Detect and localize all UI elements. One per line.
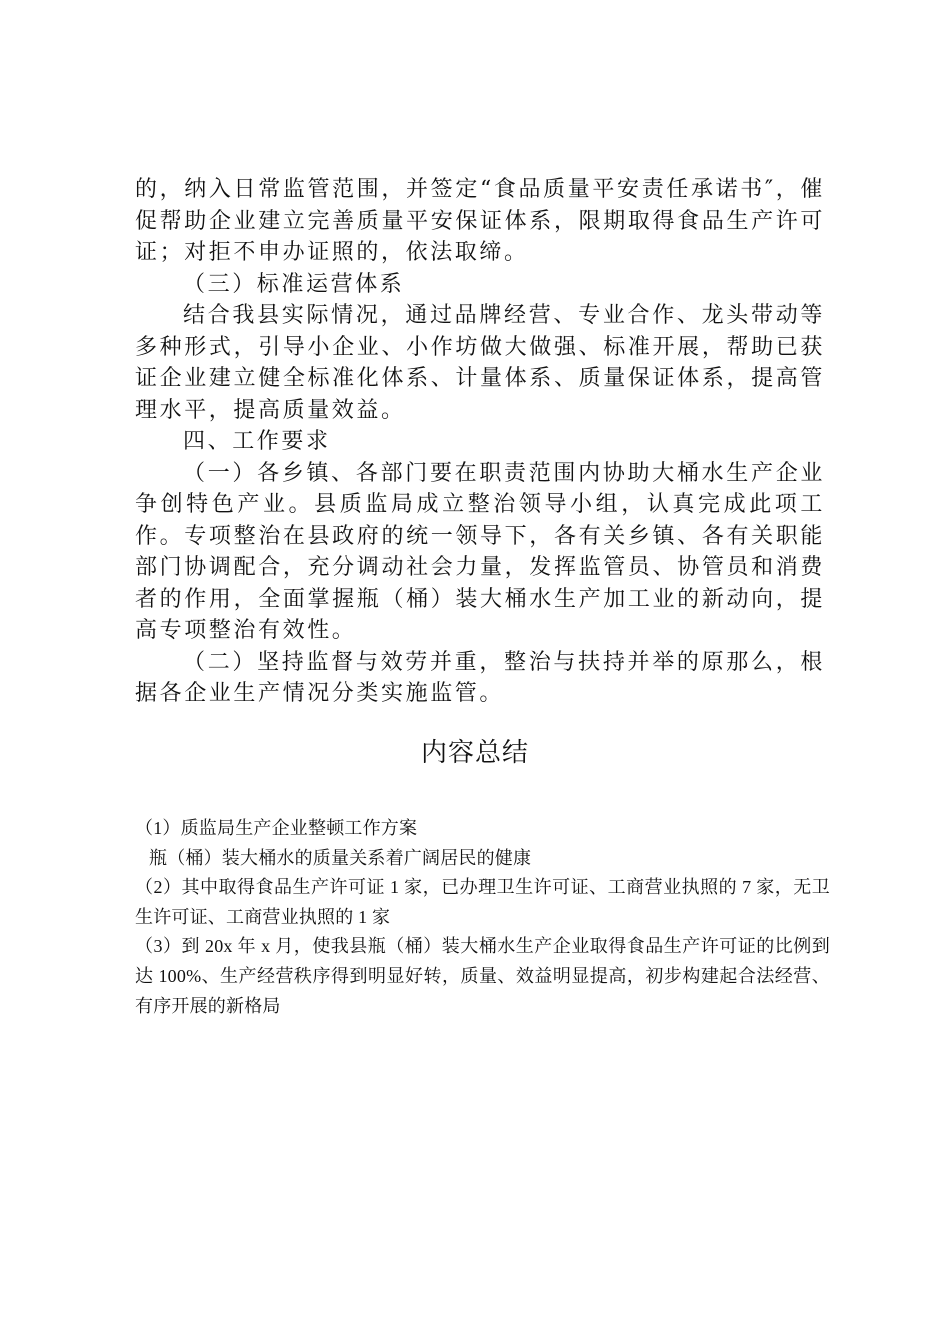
summary-title: 内容总结 — [420, 738, 529, 768]
summary-item: （1）质监局生产企业整顿工作方案 — [135, 818, 418, 838]
summary-item: （3）到 20x 年 x 月，使我县瓶（桶）装大桶水生产企业取得食品生产许可证的比例到达 100%、生产经营秩序得到明显好转，质量、效益明显提高，初步构建起合法经营、有序开展的新格局 — [135, 936, 830, 1016]
heading-work-requirements: 四、工作要求 — [183, 429, 331, 454]
summary-item: 瓶（桶）装大桶水的质量关系着广阔居民的健康 — [149, 847, 532, 868]
summary-list — [135, 814, 830, 1021]
paragraph-continuation: 的，纳入日常监管范围，并签定“食品质量平安责任承诺书″，催促帮助企业建立完善质量平安保证体系，限期取得食品生产许可证；对拒不申办证照的，依法取缔。 — [135, 177, 825, 265]
paragraph-requirement-one: （一）各乡镇、各部门要在职责范围内协助大桶水生产企业争创特色产业。县质监局成立整治领导小组，认真完成此项工作。专项整治在县政府的统一领导下，各有关乡镇、各有关职能部门协调配合，充分调动社会力量，发挥监管员、协管员和消费者的作用，全面掌握瓶（桶）装大桶水生产加工业的新动向，提高专项整治有效性。 — [135, 460, 825, 643]
summary-item: （2）其中取得食品生产许可证 1 家，已办理卫生许可证、工商营业执照的 7 家，无卫生许可证、工商营业执照的 1 家 — [135, 877, 830, 927]
body-text — [135, 174, 825, 710]
paragraph-requirement-two: （二）坚持监督与效劳并重，整治与扶持并举的原那么，根据各企业生产情况分类实施监管。 — [135, 649, 825, 706]
heading-standard-operation-system: （三）标准运营体系 — [183, 271, 405, 297]
paragraph-standard-operation: 结合我县实际情况，通过品牌经营、专业合作、龙头带动等多种形式，引导小企业、小作坊做大做强、标准开展，帮助已获证企业建立健全标准化体系、计量体系、质量保证体系，提高管理水平，提高质量效益。 — [135, 303, 825, 423]
